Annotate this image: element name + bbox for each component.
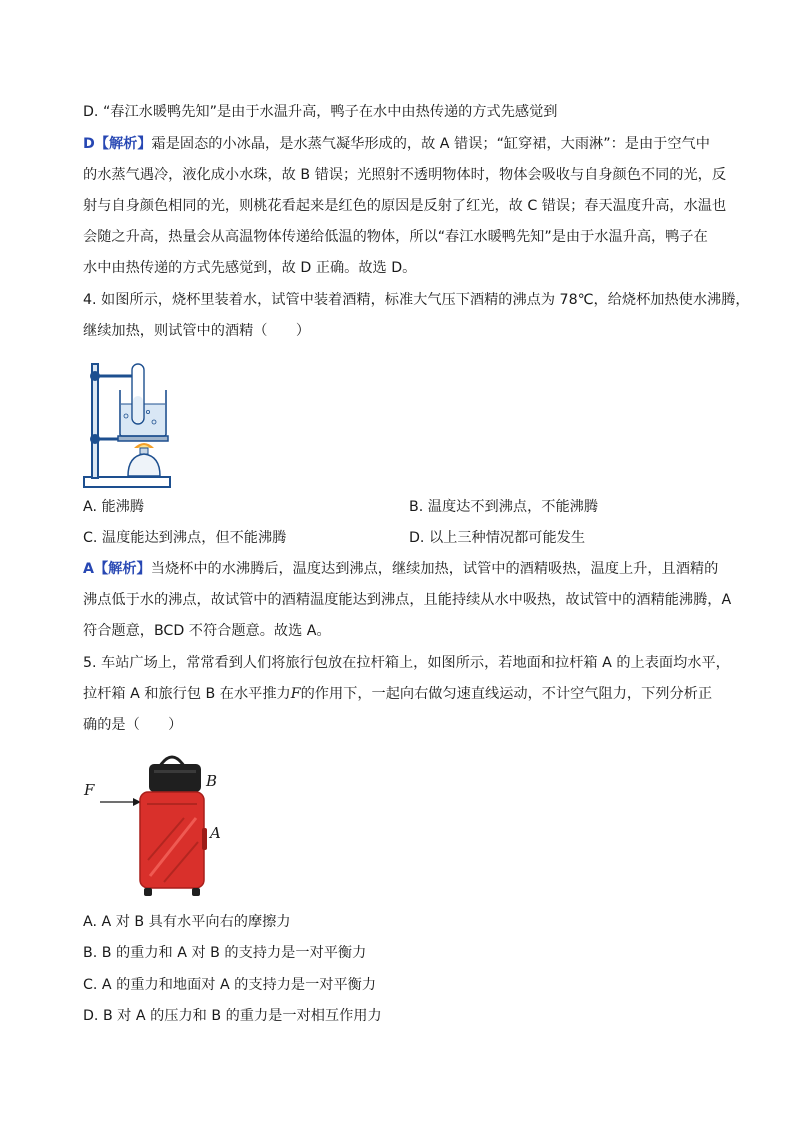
q5-stem-part-1: 拉杆箱 A 和旅行包 B 在水平推力 [83,686,291,702]
q5-stem-line-1: 5. 车站广场上，常常看到人们将旅行包放在拉杆箱上，如图所示，若地面和拉杆箱 A 的上表面均水平， [83,655,730,671]
q3-analysis-text: 霜是固态的小冰晶，是水蒸气凝华形成的，故 A 错误；“缸穿裙，大雨淋”：是由于空气中 [151,136,710,152]
boiling-apparatus-figure [82,356,172,490]
suitcase-bag-figure [80,748,230,900]
q4-analysis-line-3: 符合题意，BCD 不符合题意。故选 A。 [83,623,331,639]
q4-analysis-line-1 [83,559,718,579]
q4-stem-line-2: 继续加热，则试管中的酒精（ ） [83,323,311,339]
label-a: A [210,824,221,842]
q4-option-a: A. 能沸腾 [83,499,145,515]
q5-stem-part-2: 的作用下，一起向右做匀速直线运动，不计空气阻力，下列分析正 [300,686,713,702]
q4-option-d: D. 以上三种情况都可能发生 [409,530,586,546]
q3-jiexi-label: 【解析】 [94,136,152,152]
q5-stem-line-3: 确的是（ ） [83,717,183,733]
q4-analysis-text: 当烧杯中的水沸腾后，温度达到沸点，继续加热，试管中的酒精吸热，温度上升，且酒精的 [150,561,719,577]
q3-analysis-line-4: 会随之升高，热量会从高温物体传递给低温的物体，所以“春江水暖鸭先知”是由于水温升高，鸭子在 [83,229,708,245]
q5-option-d: D. B 对 A 的压力和 B 的重力是一对相互作用力 [83,1008,382,1024]
q5-option-b: B. B 的重力和 A 对 B 的支持力是一对平衡力 [83,945,367,961]
q3-analysis-line-3: 射与自身颜色相同的光，则桃花看起来是红色的原因是反射了红光，故 C 错误；春天温度升高，水温也 [83,198,727,214]
q4-jiexi-label: 【解析】 [93,561,151,577]
label-b: B [206,772,218,790]
q4-answer: A [83,561,94,577]
q3-option-d: D. “春江水暖鸭先知”是由于水温升高，鸭子在水中由热传递的方式先感觉到 [83,104,558,120]
q3-analysis-line-5: 水中由热传递的方式先感觉到，故 D 正确。故选 D。 [83,260,417,276]
q3-answer: D [83,136,95,152]
q5-force-symbol: F [290,686,301,702]
label-f: F [84,781,95,799]
q4-analysis-line-2: 沸点低于水的沸点，故试管中的酒精温度能达到沸点，且能持续从水中吸热，故试管中的酒精能沸腾，A [83,592,732,608]
q5-option-a: A. A 对 B 具有水平向右的摩擦力 [83,914,291,930]
q4-option-c: C. 温度能达到沸点，但不能沸腾 [83,530,287,546]
q4-stem-line-1: 4. 如图所示，烧杯里装着水，试管中装着酒精，标准大气压下酒精的沸点为 78℃，给烧杯加热使水沸腾， [83,292,750,308]
q5-option-c: C. A 的重力和地面对 A 的支持力是一对平衡力 [83,977,377,993]
q3-analysis-line-1 [83,134,710,154]
q4-option-b: B. 温度达不到沸点，不能沸腾 [409,499,599,515]
q5-stem-line-2 [83,684,712,704]
q3-analysis-line-2: 的水蒸气遇冷，液化成小水珠，故 B 错误；光照射不透明物体时，物体会吸收与自身颜色不同的光，反 [83,167,727,183]
